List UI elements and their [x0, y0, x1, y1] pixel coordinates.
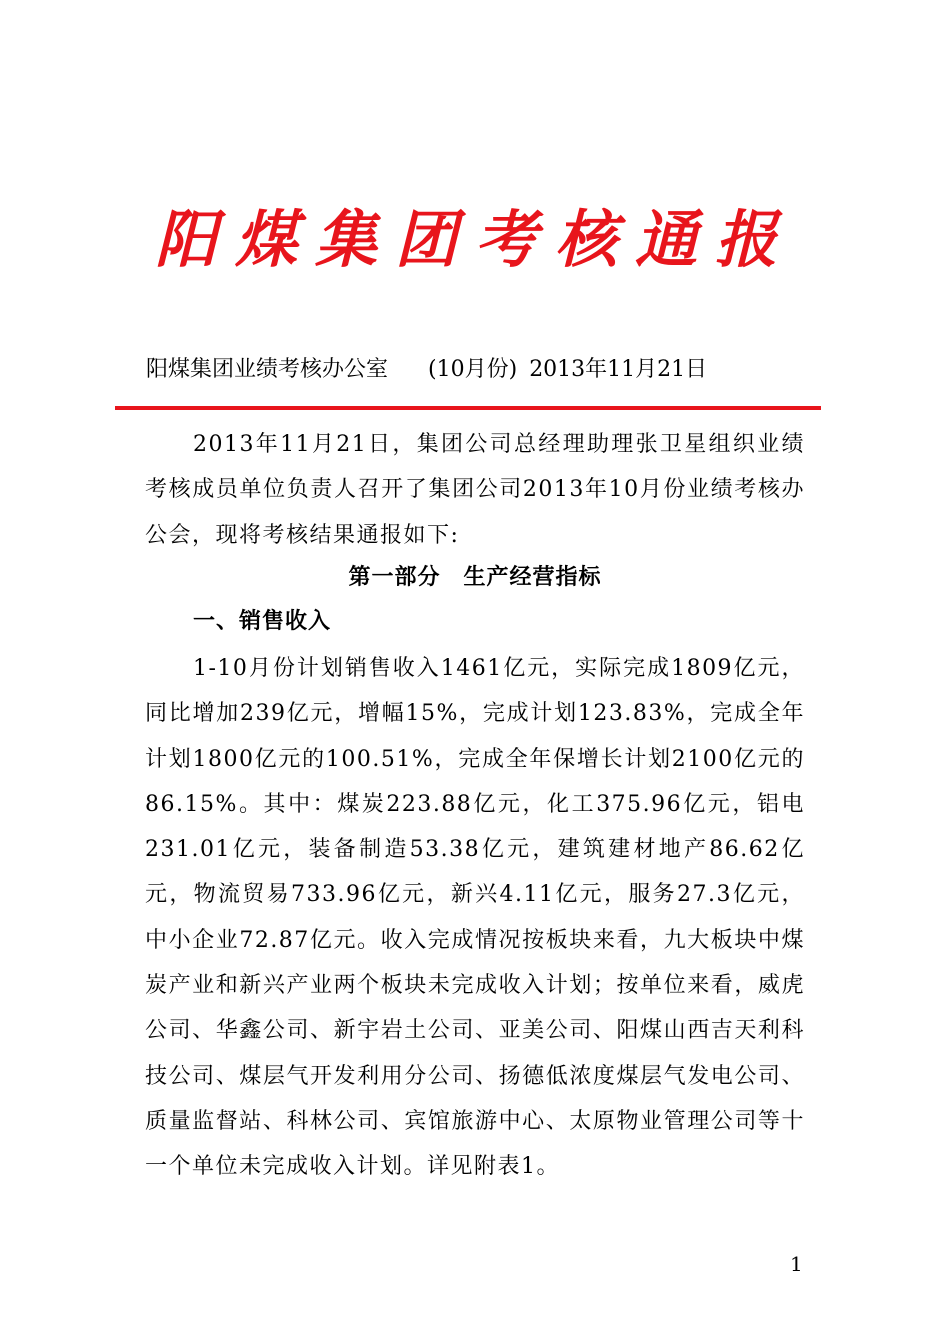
subsection-heading: 一、销售收入 [193, 609, 332, 634]
page-number: 1 [790, 1252, 803, 1276]
intro-paragraph: 2013年11月21日，集团公司总经理助理张卫星组织业绩考核成员单位负责人召开了集团公司2013年10月份业绩考核办公会，现将考核结果通报如下: [145, 432, 805, 548]
report-period: (10月份) [428, 357, 518, 382]
issuer-line [146, 352, 707, 388]
issuer-name: 阳煤集团业绩考核办公室 [146, 357, 389, 382]
section-heading: 第一部分 生产经营指标 [348, 565, 602, 590]
sales-revenue-paragraph: 1-10月份计划销售收入1461亿元，实际完成1809亿元，同比增加239亿元，增幅15%，完成计划123.83%，完成全年计划1800亿元的100.51%，完成全年保增长计划2100亿元的86.15%。其中：煤炭223.88亿元，化工375.96亿元，铝电231.01亿元，装备制造53.38亿元，建筑建材地产86.62亿元，物流贸易733.96亿元，新兴4.11亿元，服务27.3亿元，中小企业72.87亿元。收入完成情况按板块来看，九大板块中煤炭产业和新兴产业两个板块未完成收入计划；按单位来看，威虎公司、华鑫公司、新宇岩土公司、亚美公司、阳煤山西吉天利科技公司、煤层气开发利用分公司、扬德低浓度煤层气发电公司、质量监督站、科林公司、宾馆旅游中心、太原物业管理公司等十一个单位未完成收入计划。详见附表1。 [145, 656, 805, 1180]
masthead-title: 阳煤集团考核通报 [154, 203, 795, 276]
report-date: 2013年11月21日 [529, 357, 708, 382]
red-divider-rule [115, 406, 821, 410]
